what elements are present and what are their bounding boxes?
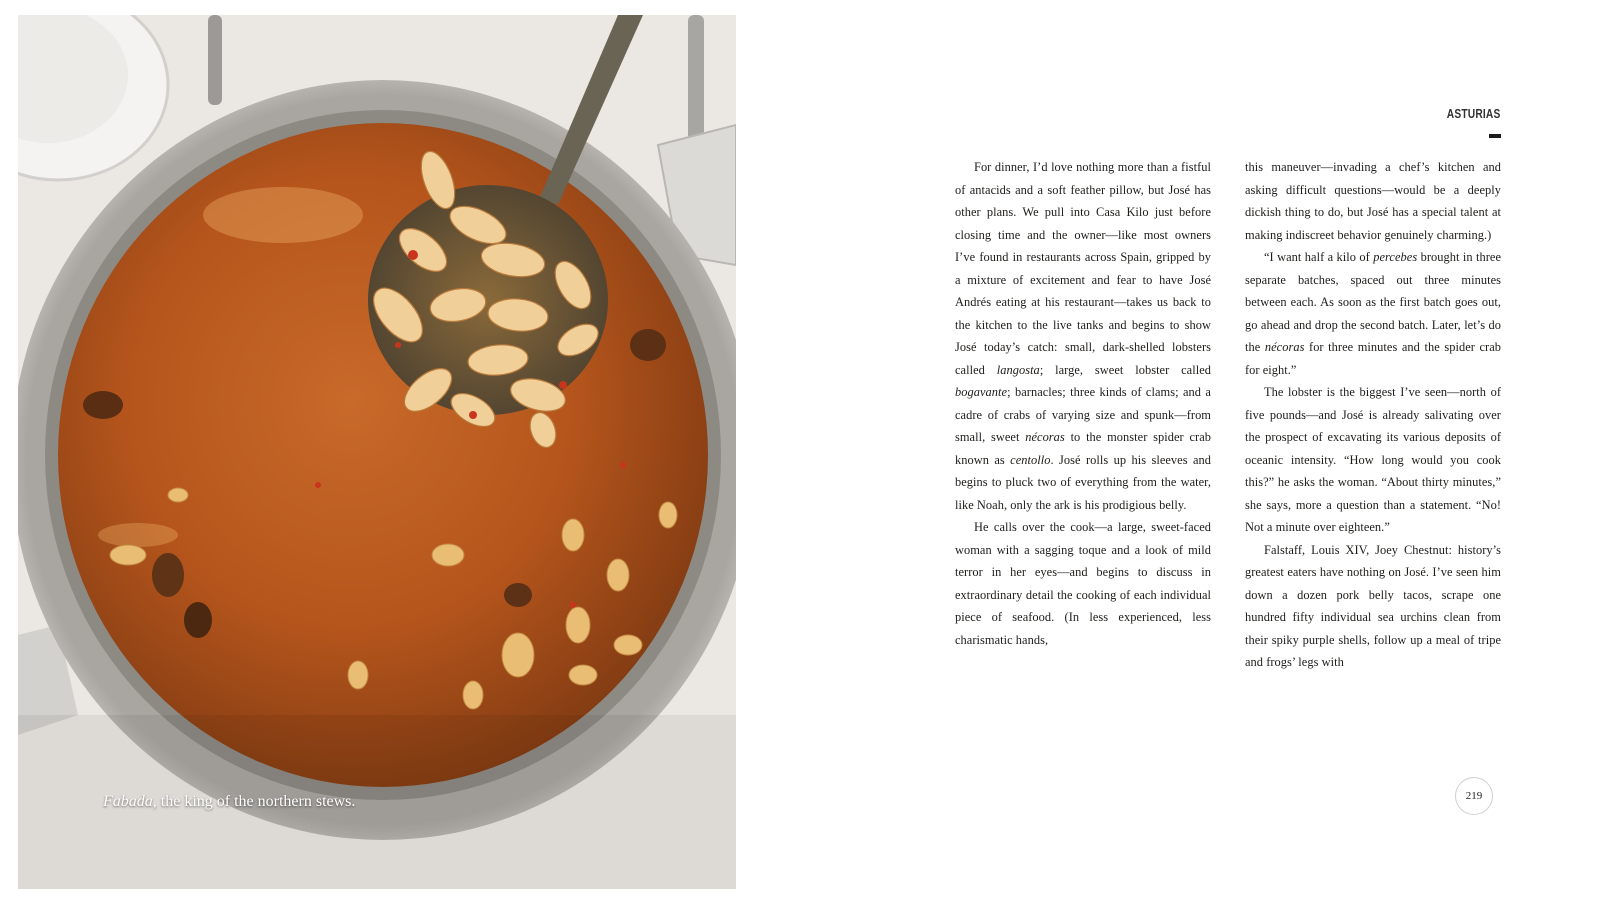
italic-term: nécoras bbox=[1264, 340, 1305, 354]
running-head: ASTURIAS bbox=[1446, 107, 1500, 121]
text-run: to the monster spider crab known as bbox=[955, 430, 1211, 467]
text-run: “I want half a kilo of bbox=[1264, 250, 1374, 264]
body-paragraph bbox=[955, 156, 1211, 516]
italic-term: percebes bbox=[1373, 250, 1418, 264]
text-run: brought in three separate batches, spaced out three minutes between each. As soon as the first batch goes out, go ahead and drop the second batch. Later, let’s do the bbox=[1245, 250, 1501, 354]
text-run: this maneuver—invading a chef’s kitchen and asking difficult questions—would be a deeply dickish thing to do, but José has a special talent at making indiscreet behavior genuinely charming.) bbox=[1245, 160, 1501, 242]
body-paragraph bbox=[1245, 156, 1501, 246]
running-head-rule bbox=[1489, 134, 1501, 138]
fabada-illustration bbox=[18, 15, 736, 889]
text-run: for three minutes and the spider crab for eight.” bbox=[1245, 340, 1501, 377]
page-number: 219 bbox=[1455, 777, 1493, 815]
italic-term: nécoras bbox=[1025, 430, 1065, 444]
text-column-right bbox=[1245, 156, 1501, 674]
body-paragraph bbox=[1245, 539, 1501, 674]
text-run: Falstaff, Louis XIV, Joey Chestnut: history’s greatest eaters have nothing on José. I’ve seen him down a dozen pork belly tacos, scrape one hundred fifty individual sea urchins clean from their spiky purple shells, follow up a meal of tripe and frogs’ legs with bbox=[1245, 542, 1501, 669]
text-run: He calls over the cook—a large, sweet-faced woman with a sagging toque and a look of mild terror in her eyes—and begins to discuss in extraordinary detail the cooking of each individual piece of seafood. (In less experienced, less charismatic hands, bbox=[955, 520, 1211, 647]
text-run: ; barnacles; three kinds of clams; and a cadre of crabs of varying size and spunk—from small, sweet bbox=[955, 385, 1211, 444]
body-paragraph bbox=[955, 516, 1211, 651]
text-run: ; large, sweet lobster called bbox=[1039, 362, 1211, 377]
italic-term: bogavante bbox=[955, 385, 1008, 399]
text-run: The lobster is the biggest I’ve seen—north of five pounds—and José is already salivating over the prospect of excavating its various deposits of oceanic intensity. “How long would you cook this?” he asks the woman. “About thirty minutes,” she says, more a question than a statement. “No! Not a minute over eighteen.” bbox=[1245, 385, 1501, 534]
photo-caption bbox=[103, 793, 355, 811]
body-paragraph bbox=[1245, 381, 1501, 539]
caption-dish-name: Fabada bbox=[103, 793, 153, 810]
caption-text: , the king of the northern stews. bbox=[152, 793, 356, 810]
text-run: . José rolls up his sleeves and begins to pluck two of everything from the water, like Noah, only the ark is his prodigious belly. bbox=[955, 452, 1212, 512]
fabada-photo bbox=[18, 15, 736, 889]
italic-term: langosta bbox=[996, 362, 1040, 377]
text-column-left bbox=[955, 156, 1211, 651]
italic-term: centollo bbox=[1010, 452, 1051, 467]
body-paragraph bbox=[1245, 246, 1501, 381]
text-run: For dinner, I’d love nothing more than a fistful of antacids and a soft feather pillow, but José has other plans. We pull into Casa Kilo just before closing time and the owner—like most owners I’ve found in restaurants across Spain, gripped by a mixture of excitement and fear to have José Andrés eating at his restaurant—takes us back to the kitchen to the live tanks and begins to show José today’s catch: small, dark-shelled lobsters called bbox=[955, 160, 1211, 377]
